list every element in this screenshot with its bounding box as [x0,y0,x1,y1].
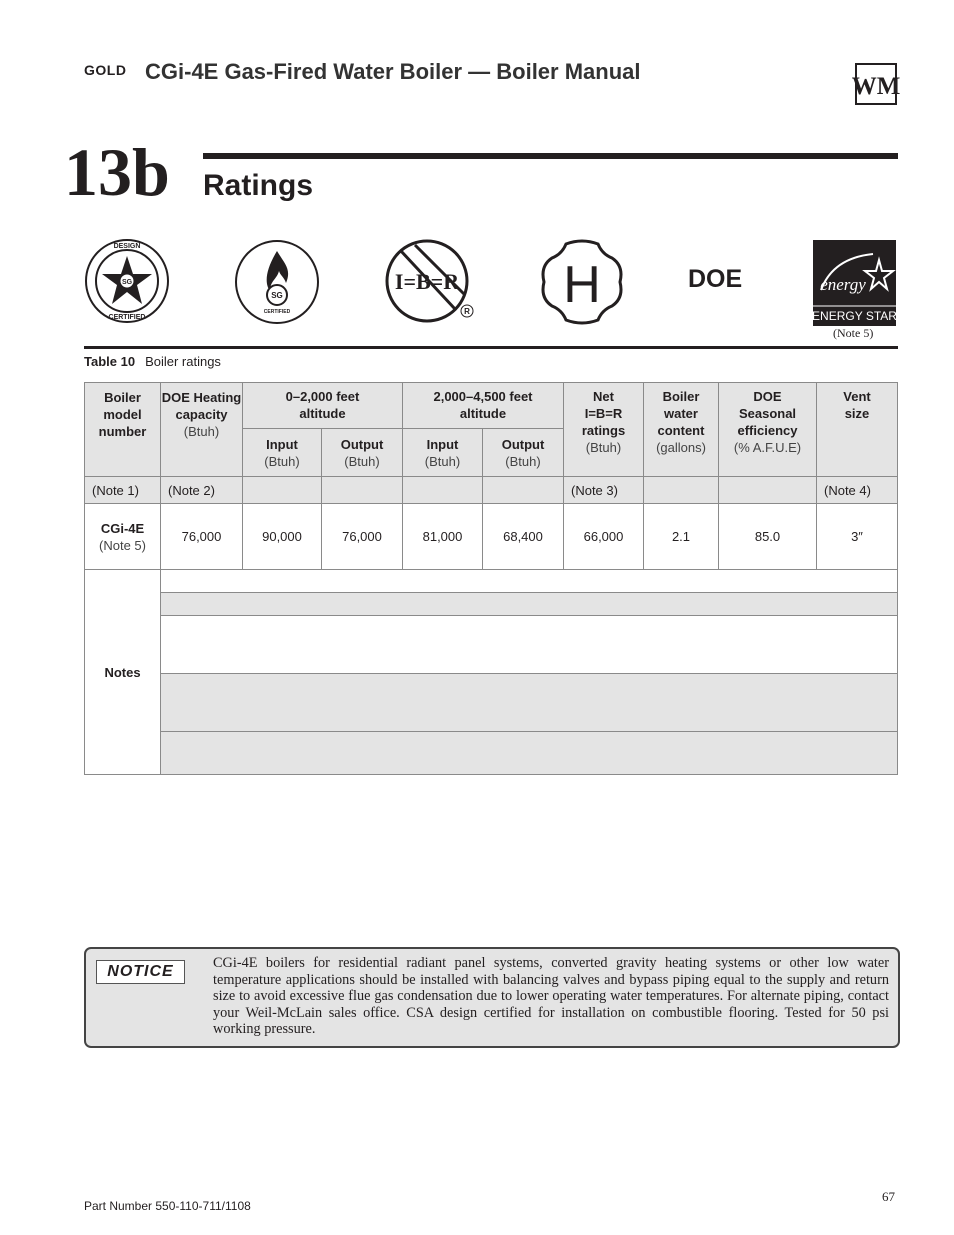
weil-mclain-logo [851,63,901,105]
energy-star-icon [813,240,896,326]
notes-row-3 [85,616,898,674]
svg-text:DESIGN: DESIGN [113,243,141,250]
notice-badge: NOTICE [96,960,185,984]
cell-vent: 3″ [817,504,898,570]
cell-model: CGi-4E (Note 5) [85,504,161,570]
csa-design-certified-icon [84,237,170,325]
svg-text:energy: energy [820,275,866,294]
manual-title: CGi-4E Gas-Fired Water Boiler — Boiler Manual [145,59,641,84]
svg-text:R: R [464,307,470,316]
csa-certified-flame-icon [234,239,320,325]
asme-h-stamp-icon [540,240,624,324]
col-header-efficiency: DOE Seasonal efficiency (% A.F.U.E) [719,383,817,477]
cell-water-content: 2.1 [644,504,719,570]
subheader-input-low: Input (Btuh) [243,429,322,477]
cell-input-high: 81,000 [403,504,483,570]
doe-label: DOE [688,265,743,293]
subheader-output-low: Output (Btuh) [322,429,403,477]
cell-efficiency: 85.0 [719,504,817,570]
svg-text:SG: SG [271,291,283,300]
svg-text:I=B=R: I=B=R [394,269,460,294]
notes-label: Notes [85,570,161,775]
note-ref-doe: (Note 2) [161,477,243,504]
table-number: Table 10 [84,354,136,369]
svg-text:SG: SG [121,279,133,286]
cell-input-low: 90,000 [243,504,322,570]
boiler-ratings-table [84,382,898,775]
col-header-altitude-low: 0–2,000 feet altitude [243,383,403,429]
svg-text:H: H [563,256,601,314]
svg-text:ENERGY STAR: ENERGY STAR [812,309,897,323]
notes-row-4 [85,674,898,732]
section-rule [203,153,898,159]
cell-doe-capacity: 76,000 [161,504,243,570]
cell-output-low: 76,000 [322,504,403,570]
col-header-altitude-high: 2,000–4,500 feet altitude [403,383,564,429]
subheader-input-high: Input (Btuh) [403,429,483,477]
notes-row-1 [85,570,898,593]
table-title: Boiler ratings [145,354,221,369]
subheader-output-high: Output (Btuh) [483,429,564,477]
svg-text:WM: WM [851,73,901,100]
col-header-water-content: Boiler water content (gallons) [644,383,719,477]
svg-text:CERTIFIED: CERTIFIED [108,314,146,321]
notice-box [84,947,900,1048]
brand-label: GOLD [84,62,127,78]
page-number: 67 [882,1189,895,1204]
marks-rule [84,346,898,349]
part-number: Part Number 550-110-711/1108 [84,1199,251,1213]
cell-net-ibr: 66,000 [564,504,644,570]
cell-output-high: 68,400 [483,504,564,570]
col-header-model: Boiler model number [85,383,161,477]
svg-text:CERTIFIED: CERTIFIED [263,309,291,315]
section-number: 13b [64,134,170,210]
note-ref-net: (Note 3) [564,477,644,504]
table-caption [84,354,221,369]
notice-text: CGi-4E boilers for residential radiant panel systems, converted gravity heating systems or other low water temperature applications should be installed with balancing valves and bypass piping equal to the supply and return size to avoid excessive flue gas condensation due to lower operating water temperatures. For alternate piping, contact your Weil-McLain sales office. CSA design certified for installation on combustible flooring. Tested for 50 psi working pressure. [213,955,889,1038]
table-row [85,504,898,570]
notes-row-2 [85,593,898,616]
header-row [85,383,898,429]
col-header-vent: Vent size [817,383,898,477]
col-header-net-ibr: Net I=B=R ratings (Btuh) [564,383,644,477]
section-title: Ratings [203,169,314,202]
col-header-doe-capacity: DOE Heating capacity (Btuh) [161,383,243,477]
notes-row-5 [85,732,898,775]
ibr-icon [385,239,475,325]
energy-star-note: (Note 5) [833,326,874,340]
note-reference-row [85,477,898,504]
note-ref-vent: (Note 4) [817,477,898,504]
note-ref-model: (Note 1) [85,477,161,504]
